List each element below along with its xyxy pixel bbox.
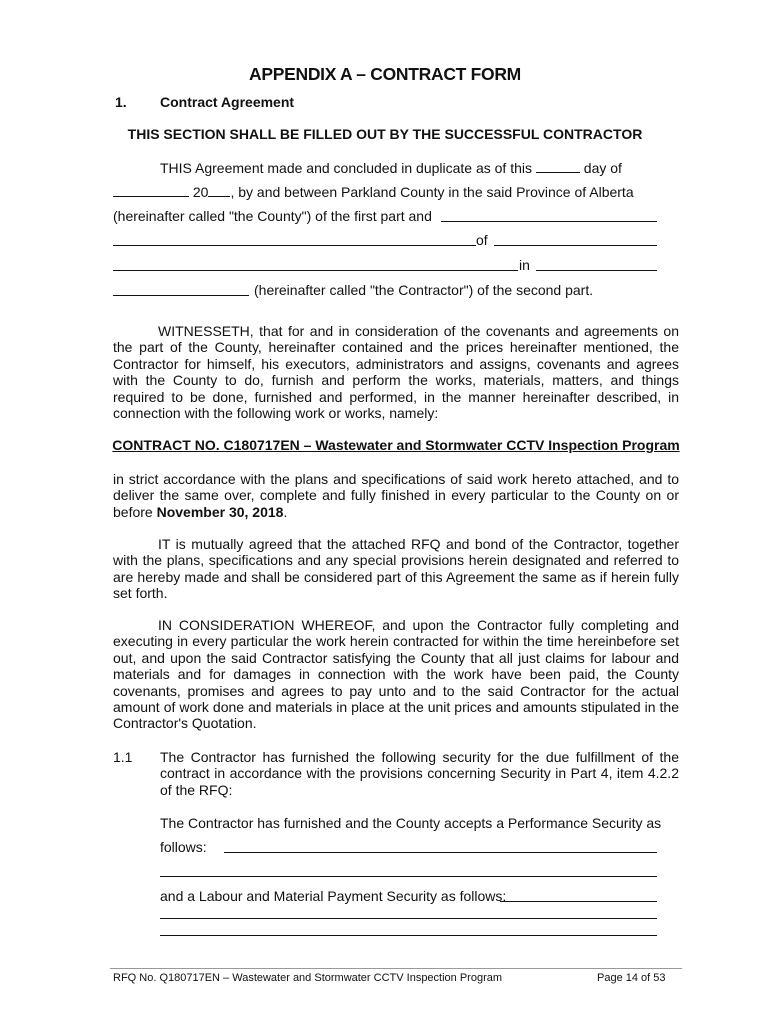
section-title: Contract Agreement <box>160 94 295 110</box>
day-blank[interactable] <box>536 159 580 173</box>
performance-security-blank[interactable] <box>224 852 657 853</box>
labour-security-blank[interactable] <box>500 901 657 902</box>
witnesseth-paragraph <box>113 323 679 421</box>
agreement-line-2-text: , by and between Parkland County in the said Province of Alberta <box>230 184 634 200</box>
year-prefix: 20 <box>192 184 209 200</box>
agreement-line-2 <box>113 183 634 200</box>
agreement-line-1-day: day of <box>583 160 622 176</box>
mutually-agreed-paragraph <box>113 536 679 602</box>
contractor-name-blank-2[interactable] <box>113 245 476 246</box>
agreement-line-3-text: (hereinafter called "the County") of the first part and <box>113 208 432 224</box>
footer-divider <box>110 968 682 969</box>
follows-label: follows: <box>160 839 207 855</box>
agreement-line-1 <box>160 159 622 176</box>
agreement-line-3 <box>113 208 432 224</box>
agreement-line-1-text: THIS Agreement made and concluded in duplicate as of this <box>160 160 532 176</box>
of-blank[interactable] <box>494 245 657 246</box>
contractor-notice: THIS SECTION SHALL BE FILLED OUT BY THE SUCCESSFUL CONTRACTOR <box>127 126 643 142</box>
section-number: 1. <box>115 94 127 110</box>
contractor-alias-blank[interactable] <box>113 295 249 296</box>
footer-page-number: Page 14 of 53 <box>597 972 666 984</box>
consideration-paragraph <box>113 617 679 732</box>
consideration-text: IN CONSIDERATION WHEREOF, and upon the Contractor fully completing and executing in every particular the work herein contracted for within the time hereinbefore set out, and upon the said Contractor satisfying the County that all just claims for labour and materials and for damages in connection with the work have been paid, the County covenants, promises and agrees to pay unto and to the said Contractor for the actual amount of work done and materials in place at the unit prices and amounts stipulated in the Contractor's Quotation. <box>113 617 679 732</box>
item-security-paragraph: The Contractor has furnished the following security for the due fulfillment of the contract in accordance with the provisions concerning Security in Part 4, item 4.2.2 of the RFQ: <box>160 749 679 798</box>
contract-heading <box>0 437 770 453</box>
labour-security-blank-2[interactable] <box>160 918 657 919</box>
accordance-end: . <box>283 503 288 520</box>
accordance-text: in strict accordance with the plans and specifications of said work hereto attached, and to deliver the same over, complete and fully finished in every particular to the County on or before <box>113 471 679 520</box>
footer-rfq-label: RFQ No. Q180717EN – Wastewater and Stormwater CCTV Inspection Program <box>113 972 503 984</box>
completion-date: November 30, 2018 <box>156 503 284 520</box>
item-number: 1.1 <box>113 749 133 765</box>
accordance-paragraph <box>113 471 679 520</box>
month-blank[interactable] <box>113 183 189 197</box>
page-title: APPENDIX A – CONTRACT FORM <box>249 64 521 84</box>
in-blank[interactable] <box>536 270 657 271</box>
performance-security-line: The Contractor has furnished and the County accepts a Performance Security as <box>160 815 662 831</box>
in-label: in <box>519 257 530 273</box>
contractor-name-blank[interactable] <box>441 221 657 222</box>
contract-heading-text: CONTRACT NO. C180717EN – Wastewater and Stormwater CCTV Inspection Program <box>112 437 680 453</box>
labour-security-blank-3[interactable] <box>160 935 657 936</box>
mutually-agreed-text: IT is mutually agreed that the attached RFQ and bond of the Contractor, together with the plans, specifications and any special provisions herein designated and referred to are hereby made and shall be considered part of this Agreement the same as if herein fully set forth. <box>113 536 679 602</box>
year-blank[interactable] <box>208 183 230 197</box>
of-label: of <box>476 232 488 248</box>
performance-security-blank-2[interactable] <box>160 876 657 877</box>
agreement-line-6: (hereinafter called "the Contractor") of the second part. <box>254 282 594 298</box>
address-blank[interactable] <box>113 270 518 271</box>
labour-security-line: and a Labour and Material Payment Security as follows: <box>160 888 507 904</box>
witnesseth-text: WITNESSETH, that for and in consideration of the covenants and agreements on the part of the County, hereinafter contained and the prices hereinafter mentioned, the Contractor for himself, his executors, administrators and assigns, covenants and agrees with the County to do, furnish and perform the works, materials, matters, and things required to be done, furnished and performed, in the manner hereinafter described, in connection with the following work or works, namely: <box>113 323 679 422</box>
